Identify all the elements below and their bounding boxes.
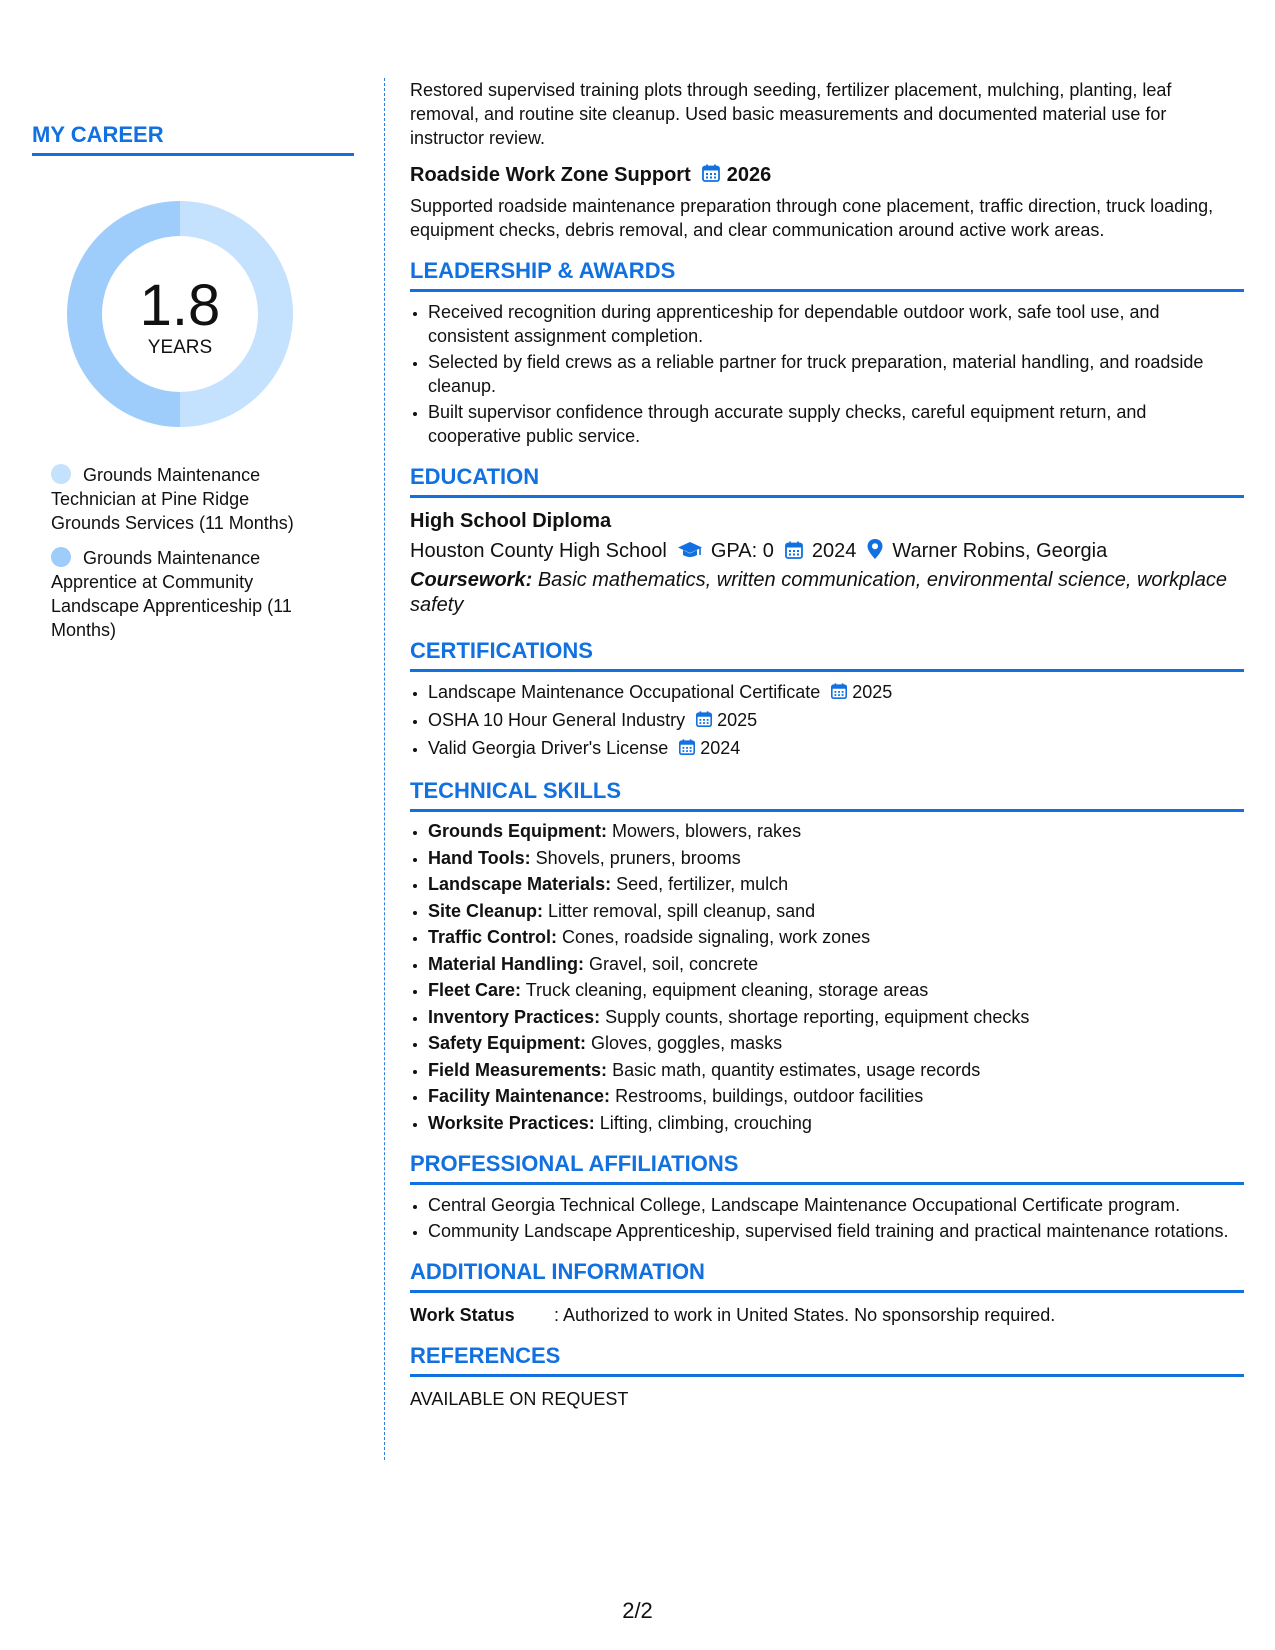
skills-section-title: TECHNICAL SKILLS — [410, 778, 1244, 812]
skill-item — [428, 1006, 1244, 1030]
certification-item — [428, 736, 1244, 762]
certification-item — [428, 680, 1244, 706]
skill-item — [428, 873, 1244, 897]
career-total-value: 1.8 — [139, 273, 221, 338]
career-donut-chart — [67, 201, 293, 427]
leadership-section-title: LEADERSHIP & AWARDS — [410, 258, 1244, 292]
skill-item — [428, 979, 1244, 1003]
calendar-icon — [774, 540, 812, 562]
skill-label: Facility Maintenance: — [428, 1086, 611, 1106]
certification-name: Landscape Maintenance Occupational Certificate — [428, 682, 821, 702]
career-total-unit: YEARS — [147, 337, 213, 358]
certifications-section — [410, 638, 1244, 762]
list-item: • Received recognition during apprenticeship for dependable outdoor work, safe tool use, and consistent assignment completion. — [428, 300, 1244, 348]
skill-label: Fleet Care: — [428, 980, 522, 1000]
skill-value: Seed, fertilizer, mulch — [616, 874, 789, 894]
work-status-label: Work Status — [410, 1305, 515, 1325]
entry-year: 2026 — [726, 164, 772, 186]
career-column — [32, 122, 354, 653]
skill-item — [428, 900, 1244, 924]
education-section-title: EDUCATION — [410, 464, 1244, 498]
skill-label: Material Handling: — [428, 953, 585, 974]
skill-value: Restrooms, buildings, outdoor facilities — [615, 1086, 924, 1106]
skill-label: Traffic Control: — [428, 927, 557, 947]
skill-label: Site Cleanup: — [428, 900, 544, 921]
affiliations-section-title: PROFESSIONAL AFFILIATIONS — [410, 1151, 1244, 1185]
skill-label: Inventory Practices: — [428, 1006, 601, 1027]
skill-label: Landscape Materials: — [428, 874, 612, 894]
education-school: Houston County High School — [410, 540, 667, 562]
certification-name: OSHA 10 Hour General Industry — [428, 710, 686, 730]
references-section-title: REFERENCES — [410, 1343, 1244, 1377]
skill-value: Supply counts, shortage reporting, equipment checks — [605, 1006, 1030, 1027]
calendar-icon — [701, 163, 721, 190]
skill-value: Basic math, quantity estimates, usage records — [612, 1059, 981, 1080]
legend-item — [51, 546, 321, 642]
career-section-title: MY CAREER — [32, 122, 354, 156]
education-degree: High School Diploma — [410, 510, 612, 532]
skill-item — [428, 847, 1244, 871]
list-item: • Selected by field crews as a reliable partner for truck preparation, material handling, and roadside cleanup. — [428, 350, 1244, 398]
additional-section-title: ADDITIONAL INFORMATION — [410, 1259, 1244, 1293]
experience-continued-text: Restored supervised training plots through seeding, fertilizer placement, mulching, planting, leaf removal, and routine site cleanup. Used basic measurements and documented material use for instructor review. — [410, 80, 1172, 148]
education-coursework — [410, 568, 1244, 618]
references-section — [410, 1343, 1244, 1411]
list-item: • Community Landscape Apprenticeship, supervised field training and practical maintenance rotations. — [428, 1219, 1244, 1243]
affiliations-list — [410, 1193, 1244, 1243]
certification-name: Valid Georgia Driver's License — [428, 738, 669, 758]
skill-item — [428, 1112, 1244, 1136]
skill-label: Hand Tools: — [428, 847, 531, 868]
additional-section — [410, 1259, 1244, 1327]
work-status-value: : Authorized to work in United States. No sponsorship required. — [554, 1305, 1056, 1325]
skill-value: Cones, roadside signaling, work zones — [562, 927, 871, 947]
skill-value: Lifting, climbing, crouching — [599, 1112, 812, 1133]
education-section — [410, 464, 1244, 618]
main-column — [410, 78, 1244, 1411]
page-number: 2/2 — [622, 1598, 653, 1623]
coursework-label: Coursework: — [410, 569, 533, 591]
skill-value: Gravel, soil, concrete — [589, 953, 759, 974]
certifications-section-title: CERTIFICATIONS — [410, 638, 1244, 672]
education-year: 2024 — [811, 540, 857, 562]
legend-item — [51, 463, 321, 535]
legend-dot — [51, 547, 71, 567]
certification-year: 2025 — [852, 682, 893, 702]
skill-value: Mowers, blowers, rakes — [612, 821, 802, 841]
legend-label: Grounds Maintenance Apprentice at Community Landscape Apprenticeship (11 Months) — [51, 548, 292, 640]
calendar-icon — [695, 710, 713, 734]
coursework-text: Basic mathematics, written communication, environmental science, workplace safety — [410, 569, 1227, 616]
skill-label: Grounds Equipment: — [428, 821, 607, 841]
leadership-list — [410, 300, 1244, 448]
skill-value: Litter removal, spill cleanup, sand — [548, 900, 816, 921]
skill-value: Truck cleaning, equipment cleaning, storage areas — [525, 980, 929, 1000]
skill-item — [428, 1085, 1244, 1109]
skill-label: Worksite Practices: — [428, 1112, 595, 1133]
skills-list — [410, 820, 1244, 1135]
certifications-list — [410, 680, 1244, 762]
donut-center — [67, 201, 293, 427]
legend-dot — [51, 464, 71, 484]
references-text: AVAILABLE ON REQUEST — [410, 1389, 629, 1409]
skill-item — [428, 953, 1244, 977]
list-item: • Built supervisor confidence through accurate supply checks, careful equipment return, and cooperative public service. — [428, 400, 1244, 448]
calendar-icon — [678, 738, 696, 762]
experience-entry-text: Supported roadside maintenance preparation through cone placement, traffic direction, truck loading, equipment checks, debris removal, and clear communication around active work areas. — [410, 196, 1214, 240]
skill-item — [428, 926, 1244, 950]
education-details — [410, 537, 1244, 565]
calendar-icon — [830, 682, 848, 706]
location-pin-icon — [856, 540, 892, 562]
certification-year: 2024 — [700, 738, 741, 758]
list-item: • Central Georgia Technical College, Landscape Maintenance Occupational Certificate program. — [428, 1193, 1244, 1217]
graduation-cap-icon — [667, 540, 711, 562]
experience-entry-title — [410, 162, 1244, 190]
legend-label: Grounds Maintenance Technician at Pine Ridge Grounds Services (11 Months) — [51, 465, 294, 533]
education-location: Warner Robins, Georgia — [892, 540, 1108, 562]
affiliations-section — [410, 1151, 1244, 1243]
skills-section — [410, 778, 1244, 1135]
skill-item — [428, 1059, 1244, 1083]
certification-year: 2025 — [717, 710, 758, 730]
skill-label: Safety Equipment: — [428, 1033, 587, 1053]
work-status-row — [410, 1303, 1244, 1327]
column-divider — [384, 78, 385, 1460]
skill-value: Shovels, pruners, brooms — [535, 847, 741, 868]
leadership-section — [410, 258, 1244, 448]
skill-item — [428, 1032, 1244, 1056]
entry-title-text: Roadside Work Zone Support — [410, 164, 691, 186]
education-gpa: GPA: 0 — [710, 540, 774, 562]
career-legend — [51, 463, 321, 642]
skill-item — [428, 820, 1244, 844]
skill-value: Gloves, goggles, masks — [591, 1033, 783, 1053]
skill-label: Field Measurements: — [428, 1059, 608, 1080]
certification-item — [428, 708, 1244, 734]
